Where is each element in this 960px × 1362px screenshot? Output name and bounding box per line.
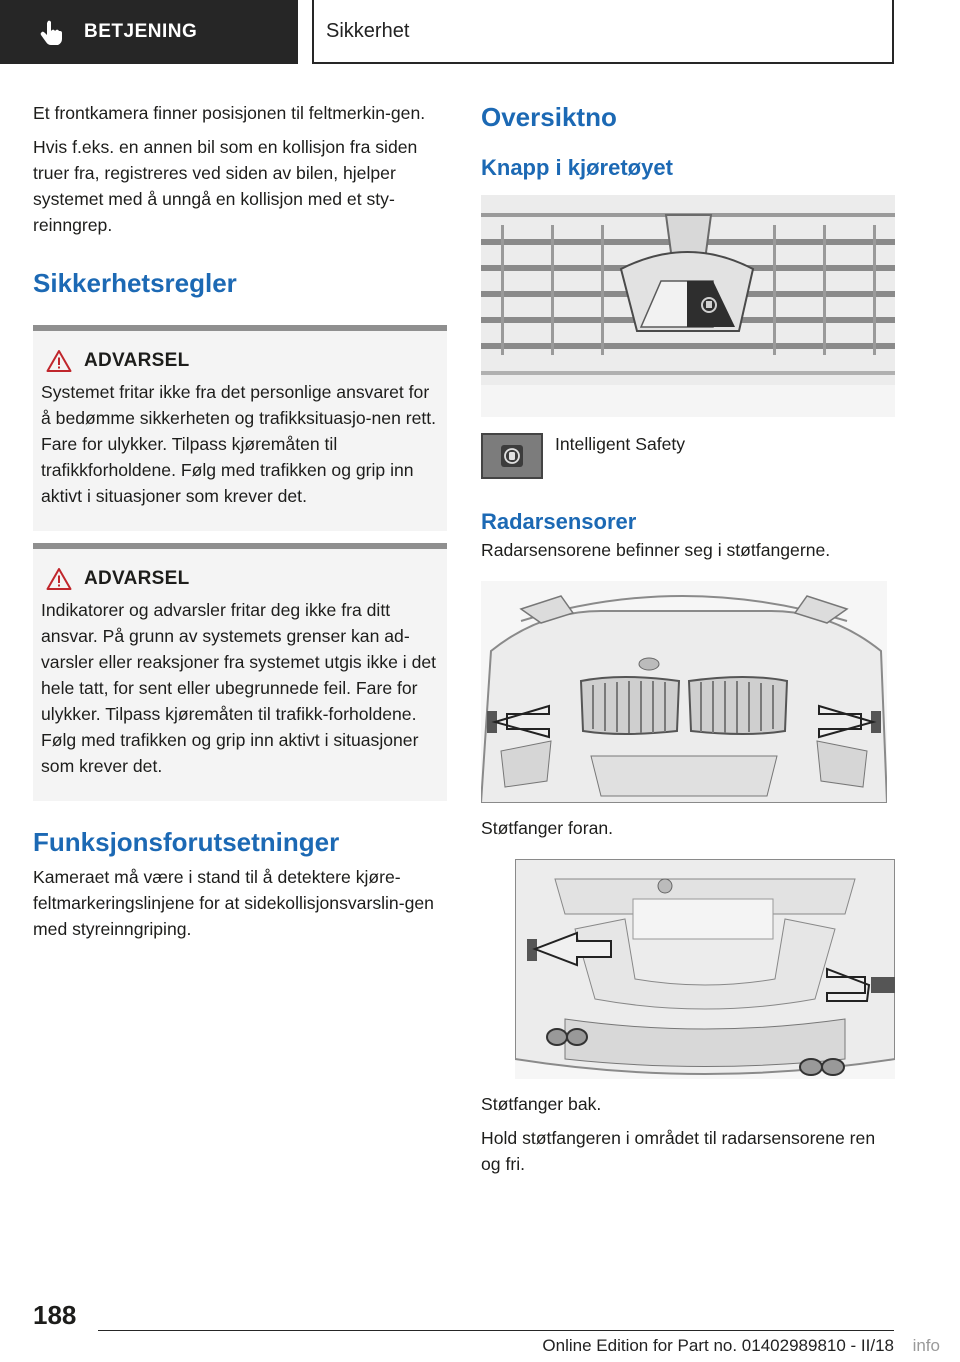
button-heading: Knapp i kjøretøyet — [481, 155, 673, 180]
left-column — [33, 100, 447, 950]
prerequisites-heading: Funksjonsforutsetninger — [33, 827, 340, 857]
button-figure — [481, 195, 895, 417]
page-title: Sikkerhet — [326, 19, 410, 42]
section-label: BETJENING — [84, 21, 198, 42]
section-tab — [0, 0, 298, 64]
warning-box-1 — [33, 325, 447, 531]
keep-clean-text: Hold støtfangeren i området til radarsensorene ren og fri. — [481, 1128, 876, 1174]
rear-bumper-illustration — [515, 859, 895, 1079]
rear-bumper-figure — [515, 859, 895, 1079]
warning-text: Systemet fritar ikke fra det personlige ansvaret for å bedømme sikkerheten og trafikksituasjo-nen rett. Fare for ulykker. Tilpass kjøremåten til trafikkforholdene. Følg med trafikken og grip inn aktivt i situasjoner som krever det. — [41, 382, 437, 506]
safety-rules-heading: Sikkerhetsregler — [33, 268, 237, 298]
page-header — [312, 0, 894, 64]
intro-paragraph-2: Hvis f.eks. en annen bil som en kollisjon fra siden truer fra, registreres ved siden av bilen, hjelper systemet med å unngå en kollisjon med et sty-reinngrep. — [33, 137, 418, 235]
overview-heading: Oversiktno — [481, 102, 617, 132]
page-number: 188 — [33, 1300, 77, 1330]
front-bumper-caption: Støtfanger foran. — [481, 818, 614, 838]
watermark: info — [912, 1336, 940, 1355]
intelligent-safety-button — [481, 433, 543, 479]
warning-title: ADVARSEL — [84, 350, 190, 371]
hand-pointer-icon — [40, 19, 64, 45]
rear-bumper-caption: Støtfanger bak. — [481, 1094, 602, 1114]
right-column — [481, 100, 895, 1185]
car-safety-icon — [498, 442, 526, 470]
radar-text: Radarsensorene befinner seg i støtfangerne. — [481, 540, 831, 560]
intelligent-safety-label: Intelligent Safety — [555, 434, 686, 454]
edition-text: Online Edition for Part no. 01402989810 - II/18 — [542, 1336, 894, 1355]
overhead-console-illustration — [481, 195, 895, 417]
front-bumper-illustration — [481, 581, 887, 803]
footer-divider — [98, 1330, 894, 1331]
warning-triangle-icon — [46, 349, 72, 373]
radar-heading: Radarsensorer — [481, 509, 637, 534]
warning-text: Indikatorer og advarsler fritar deg ikke fra ditt ansvar. På grunn av systemets grenser kan ad-varsler eller reaksjoner fra systemet utgis ikke i det hele tatt, for sent eller ubegrunnede feil. Fare for ulykker. Tilpass kjøremåten til trafikk-forholdene. Følg med trafikken og grip inn aktivt i situasjoner som krever det. — [41, 600, 437, 776]
warning-box-2 — [33, 543, 447, 801]
front-bumper-figure — [481, 581, 887, 803]
prerequisites-text: Kameraet må være i stand til å detektere kjøre-feltmarkeringslinjene for at sidekollisjonsvarslin-gen med styreinngriping. — [33, 867, 434, 939]
intro-paragraph-1: Et frontkamera finner posisjonen til feltmerkin-gen. — [33, 103, 426, 123]
warning-triangle-icon — [46, 567, 72, 591]
warning-title: ADVARSEL — [84, 568, 190, 589]
